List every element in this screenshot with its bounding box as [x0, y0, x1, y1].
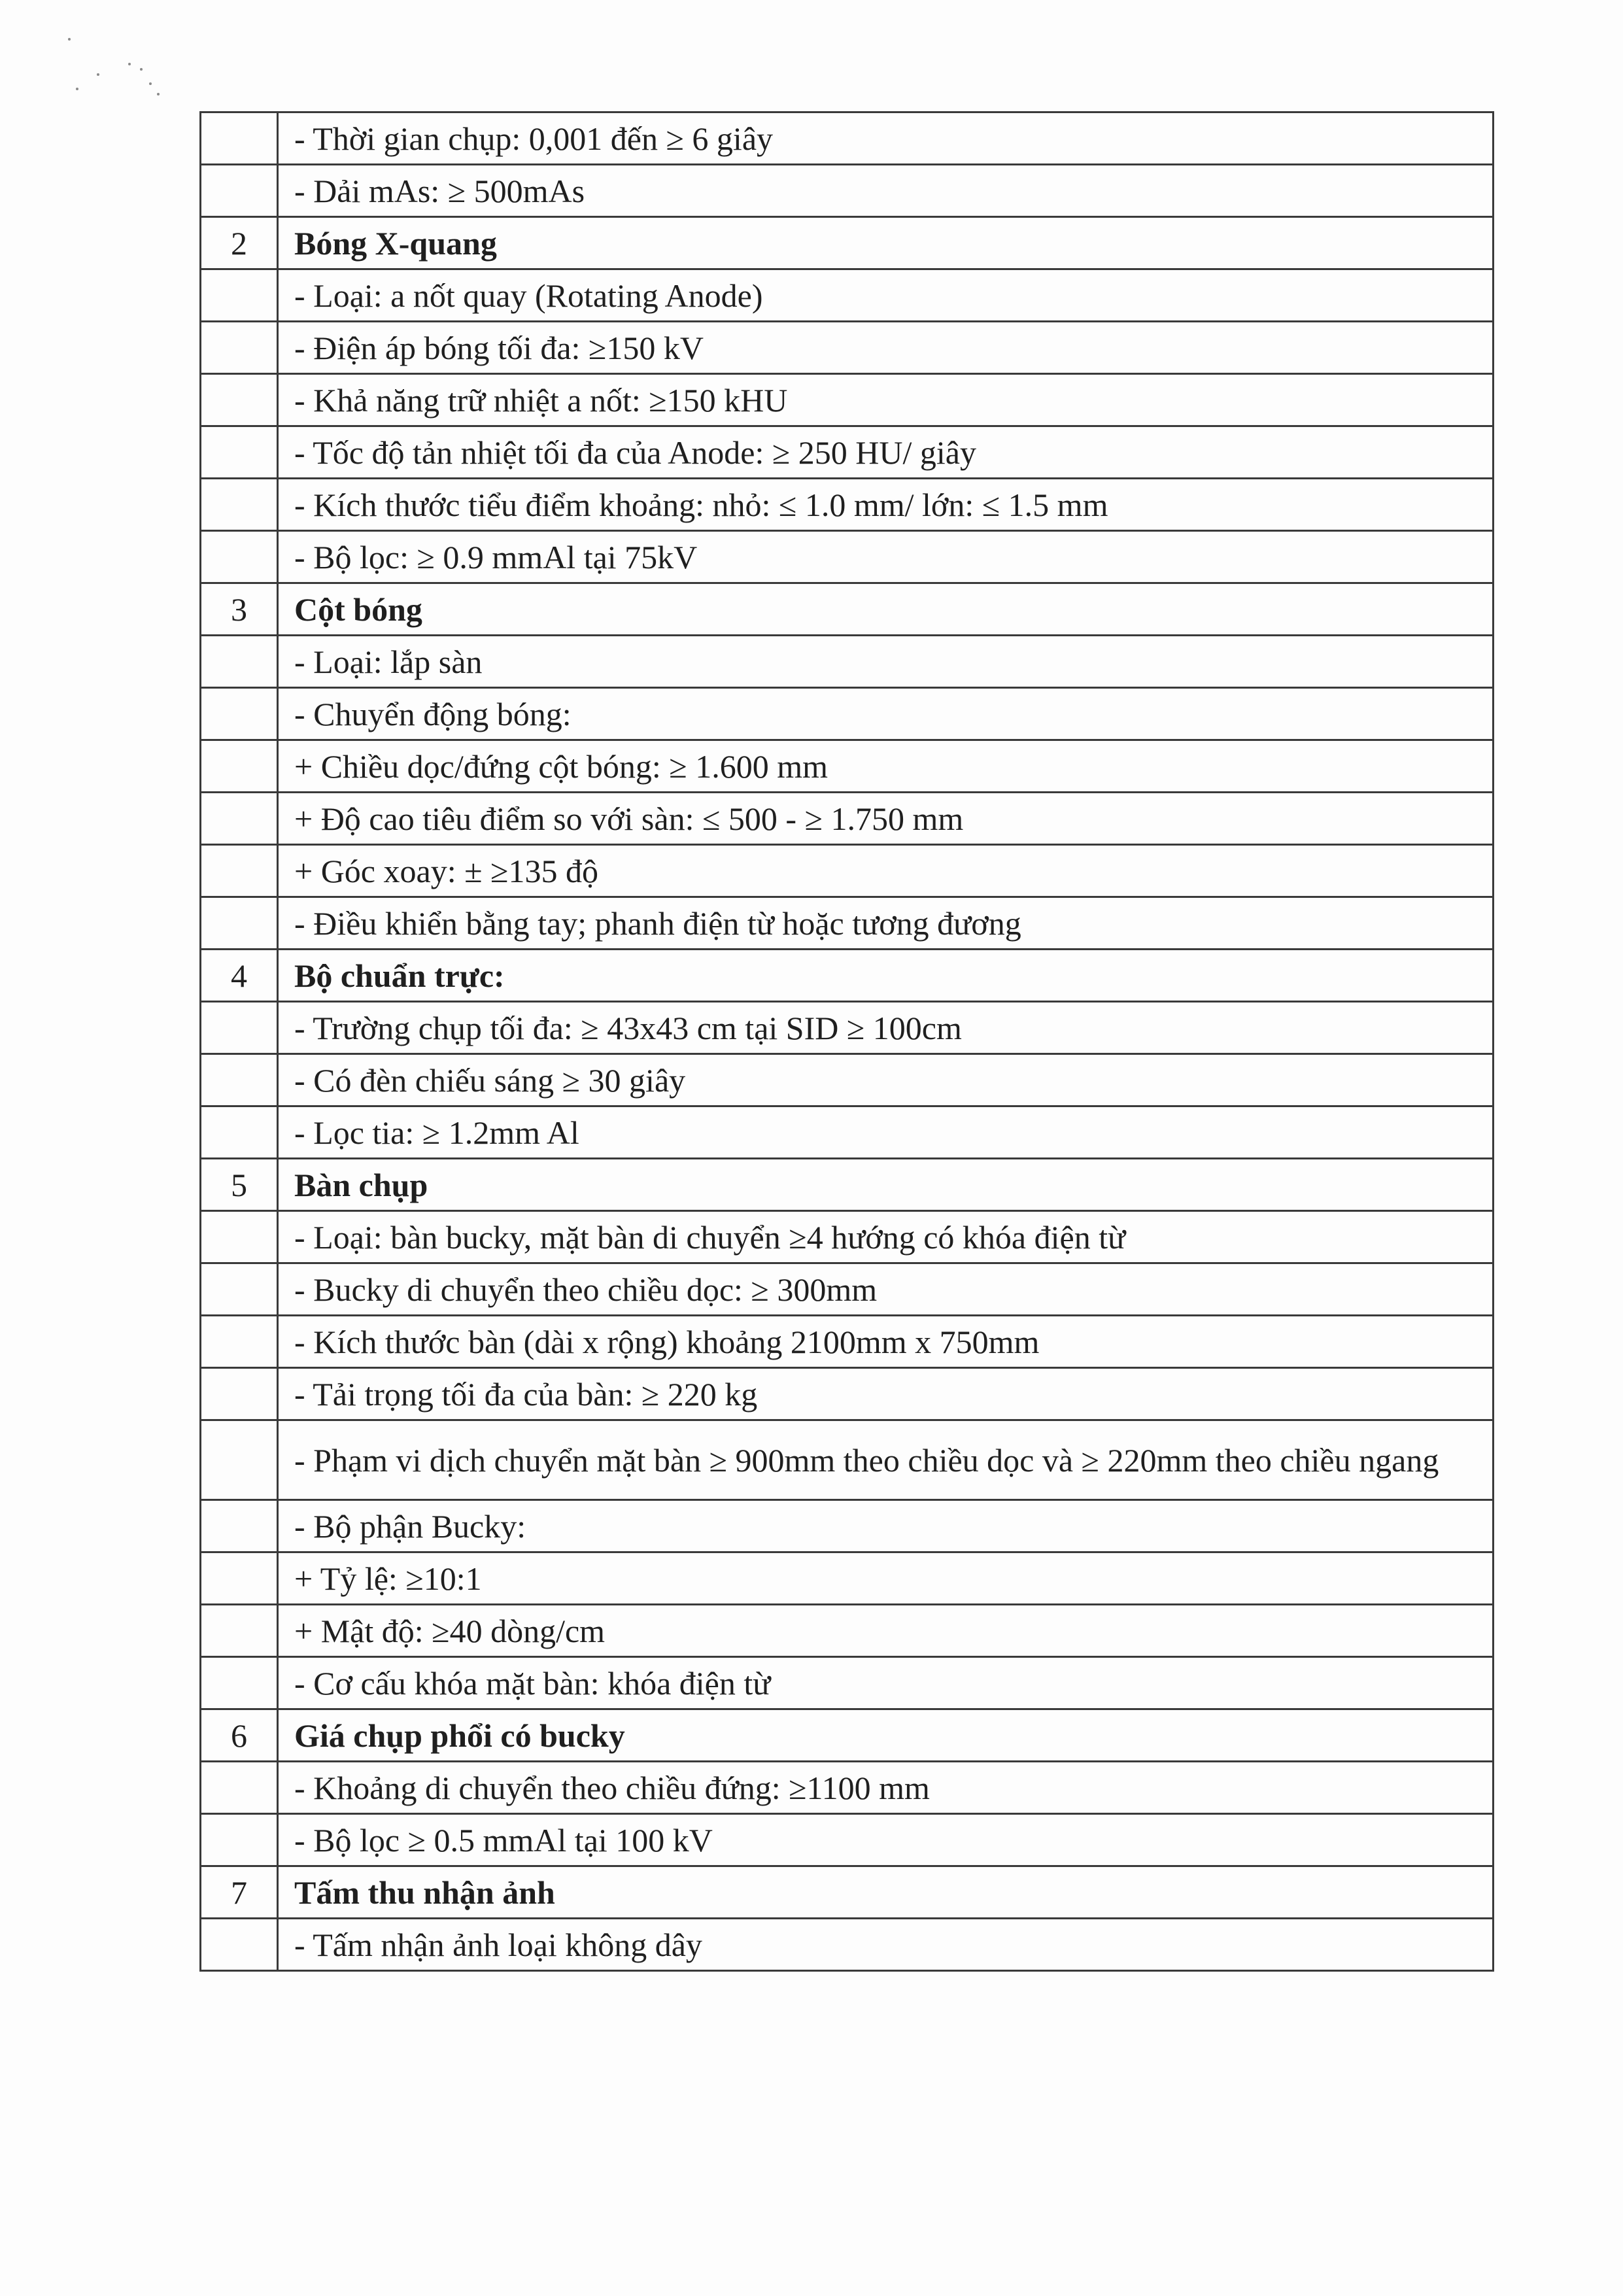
row-number-cell	[201, 1420, 278, 1500]
row-number-cell: 3	[201, 583, 278, 636]
section-row	[201, 1709, 1494, 1762]
spec-item-cell: + Góc xoay: ± ≥135 độ	[278, 845, 1494, 897]
row-number-cell	[201, 112, 278, 165]
row-number-cell	[201, 897, 278, 950]
section-heading-cell: Bộ chuẩn trực:	[278, 950, 1494, 1002]
spec-item-cell: - Có đèn chiếu sáng ≥ 30 giây	[278, 1054, 1494, 1106]
section-heading-cell: Giá chụp phổi có bucky	[278, 1709, 1494, 1762]
row-number-cell: 4	[201, 950, 278, 1002]
row-number-cell	[201, 1552, 278, 1605]
spec-row	[201, 1762, 1494, 1814]
spec-item-cell: - Kích thước bàn (dài x rộng) khoảng 2100mm x 750mm	[278, 1316, 1494, 1368]
spec-item-cell: - Tấm nhận ảnh loại không dây	[278, 1919, 1494, 1971]
spec-item-cell: - Phạm vi dịch chuyển mặt bàn ≥ 900mm theo chiều dọc và ≥ 220mm theo chiều ngang	[278, 1420, 1494, 1500]
row-number-cell	[201, 688, 278, 740]
section-heading-cell: Bóng X-quang	[278, 217, 1494, 269]
section-heading-cell: Bàn chụp	[278, 1159, 1494, 1211]
spec-item-cell: + Tỷ lệ: ≥10:1	[278, 1552, 1494, 1605]
spec-row	[201, 1552, 1494, 1605]
spec-row	[201, 1211, 1494, 1263]
row-number-cell	[201, 426, 278, 479]
row-number-cell	[201, 1054, 278, 1106]
spec-item-cell: - Lọc tia: ≥ 1.2mm Al	[278, 1106, 1494, 1159]
row-number-cell	[201, 1106, 278, 1159]
row-number-cell	[201, 1211, 278, 1263]
row-number-cell	[201, 374, 278, 426]
row-number-cell	[201, 531, 278, 583]
spec-item-cell: - Loại: bàn bucky, mặt bàn di chuyển ≥4 hướng có khóa điện từ	[278, 1211, 1494, 1263]
row-number-cell: 7	[201, 1866, 278, 1919]
spec-row	[201, 112, 1494, 165]
spec-row	[201, 165, 1494, 217]
row-number-cell: 6	[201, 1709, 278, 1762]
spec-row	[201, 479, 1494, 531]
spec-row	[201, 1054, 1494, 1106]
section-row	[201, 217, 1494, 269]
row-number-cell	[201, 845, 278, 897]
spec-item-cell: - Bộ phận Bucky:	[278, 1500, 1494, 1552]
spec-item-cell: - Cơ cấu khóa mặt bàn: khóa điện từ	[278, 1657, 1494, 1709]
spec-item-cell: - Khoảng di chuyển theo chiều đứng: ≥1100 mm	[278, 1762, 1494, 1814]
section-heading-cell: Cột bóng	[278, 583, 1494, 636]
section-row	[201, 1159, 1494, 1211]
specification-table-body	[201, 112, 1494, 1971]
row-number-cell	[201, 1002, 278, 1054]
spec-item-cell: + Chiều dọc/đứng cột bóng: ≥ 1.600 mm	[278, 740, 1494, 793]
spec-item-cell: - Điện áp bóng tối đa: ≥150 kV	[278, 322, 1494, 374]
spec-row	[201, 1500, 1494, 1552]
spec-row	[201, 1605, 1494, 1657]
row-number-cell	[201, 1814, 278, 1866]
spec-row	[201, 269, 1494, 322]
spec-row	[201, 374, 1494, 426]
spec-item-cell: - Điều khiển bằng tay; phanh điện từ hoặc tương đương	[278, 897, 1494, 950]
row-number-cell	[201, 1500, 278, 1552]
row-number-cell	[201, 740, 278, 793]
spec-row	[201, 1420, 1494, 1500]
spec-item-cell: - Tốc độ tản nhiệt tối đa của Anode: ≥ 250 HU/ giây	[278, 426, 1494, 479]
row-number-cell	[201, 1919, 278, 1971]
row-number-cell	[201, 165, 278, 217]
row-number-cell	[201, 1605, 278, 1657]
row-number-cell	[201, 1316, 278, 1368]
spec-row	[201, 1106, 1494, 1159]
section-row	[201, 950, 1494, 1002]
spec-item-cell: - Kích thước tiểu điểm khoảng: nhỏ: ≤ 1.0 mm/ lớn: ≤ 1.5 mm	[278, 479, 1494, 531]
row-number-cell	[201, 1263, 278, 1316]
spec-row	[201, 1368, 1494, 1420]
spec-item-cell: - Tải trọng tối đa của bàn: ≥ 220 kg	[278, 1368, 1494, 1420]
spec-row	[201, 688, 1494, 740]
spec-item-cell: - Loại: lắp sàn	[278, 636, 1494, 688]
spec-row	[201, 897, 1494, 950]
spec-row	[201, 1657, 1494, 1709]
scan-speck	[68, 38, 71, 41]
spec-row	[201, 1919, 1494, 1971]
row-number-cell	[201, 269, 278, 322]
spec-row	[201, 1002, 1494, 1054]
row-number-cell	[201, 1368, 278, 1420]
row-number-cell	[201, 1762, 278, 1814]
row-number-cell	[201, 322, 278, 374]
section-row	[201, 1866, 1494, 1919]
scan-speck	[149, 82, 152, 85]
spec-row	[201, 793, 1494, 845]
spec-item-cell: - Dải mAs: ≥ 500mAs	[278, 165, 1494, 217]
row-number-cell	[201, 636, 278, 688]
spec-row	[201, 531, 1494, 583]
section-row	[201, 583, 1494, 636]
specification-table	[199, 111, 1494, 1972]
row-number-cell	[201, 479, 278, 531]
scan-speck	[140, 68, 143, 71]
row-number-cell	[201, 793, 278, 845]
scan-speck	[157, 93, 160, 95]
spec-row	[201, 1263, 1494, 1316]
spec-item-cell: + Độ cao tiêu điểm so với sàn: ≤ 500 - ≥ 1.750 mm	[278, 793, 1494, 845]
spec-item-cell: - Trường chụp tối đa: ≥ 43x43 cm tại SID ≥ 100cm	[278, 1002, 1494, 1054]
spec-row	[201, 1316, 1494, 1368]
spec-item-cell: - Loại: a nốt quay (Rotating Anode)	[278, 269, 1494, 322]
row-number-cell: 5	[201, 1159, 278, 1211]
spec-item-cell: + Mật độ: ≥40 dòng/cm	[278, 1605, 1494, 1657]
row-number-cell: 2	[201, 217, 278, 269]
spec-row	[201, 1814, 1494, 1866]
spec-row	[201, 740, 1494, 793]
spec-row	[201, 426, 1494, 479]
row-number-cell	[201, 1657, 278, 1709]
scan-speck	[76, 88, 78, 90]
scan-speck	[97, 73, 99, 76]
spec-item-cell: - Bộ lọc: ≥ 0.9 mmAl tại 75kV	[278, 531, 1494, 583]
spec-row	[201, 636, 1494, 688]
spec-row	[201, 845, 1494, 897]
spec-item-cell: - Bucky di chuyển theo chiều dọc: ≥ 300mm	[278, 1263, 1494, 1316]
section-heading-cell: Tấm thu nhận ảnh	[278, 1866, 1494, 1919]
spec-item-cell: - Chuyển động bóng:	[278, 688, 1494, 740]
scan-speck	[128, 63, 131, 65]
spec-item-cell: - Bộ lọc ≥ 0.5 mmAl tại 100 kV	[278, 1814, 1494, 1866]
spec-item-cell: - Thời gian chụp: 0,001 đến ≥ 6 giây	[278, 112, 1494, 165]
spec-item-cell: - Khả năng trữ nhiệt a nốt: ≥150 kHU	[278, 374, 1494, 426]
spec-row	[201, 322, 1494, 374]
